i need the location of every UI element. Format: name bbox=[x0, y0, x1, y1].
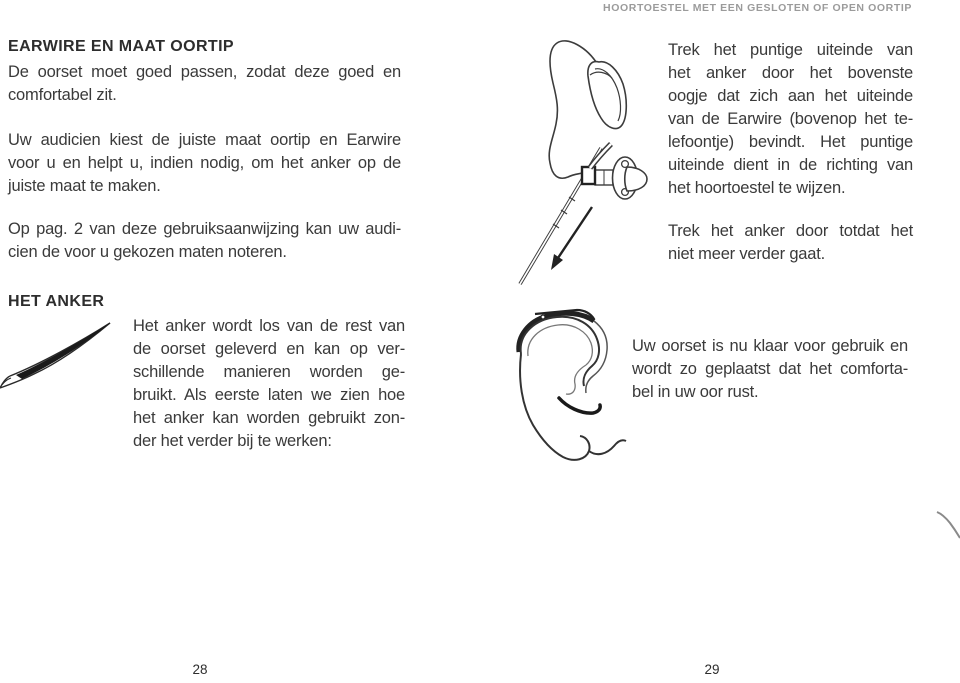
text-line: wordt zo geplaatst dat het comforta- bbox=[632, 360, 908, 378]
paragraph-anker-door-oogje bbox=[668, 39, 913, 200]
text-line: Op pag. 2 van deze gebruiksaanwijzing kan uw audi- bbox=[8, 220, 401, 238]
anchor-illustration bbox=[0, 318, 115, 390]
paragraph-maten-noteren bbox=[8, 218, 401, 264]
text-line: juiste maat te maken. bbox=[8, 177, 161, 195]
text-line: het hoortoestel te wijzen. bbox=[668, 179, 846, 197]
arrow-head-icon bbox=[551, 254, 563, 270]
text-line: het anker door het bovenste bbox=[668, 64, 913, 82]
text-line: bruikt. Als eerste laten we zien hoe bbox=[133, 386, 405, 404]
paragraph-audicien-keuze bbox=[8, 129, 401, 198]
text-line: voor u en helpt u, indien nodig, om het anker op de bbox=[8, 154, 401, 172]
text-line: Uw audicien kiest de juiste maat oortip en Earwire bbox=[8, 131, 401, 149]
section-heading-earwire: EARWIRE EN MAAT OORTIP bbox=[8, 38, 234, 55]
text-line: der het verder bij te werken: bbox=[133, 432, 332, 450]
text-line: bel in uw oor rust. bbox=[632, 383, 759, 401]
paragraph-oorset-klaar bbox=[632, 335, 908, 404]
text-line: oogje dat zich aan het uiteinde bbox=[668, 87, 913, 105]
page-number-left: 28 bbox=[192, 662, 208, 677]
page-edge-mark bbox=[933, 505, 960, 545]
text-line: Het anker wordt los van de rest van bbox=[133, 317, 405, 335]
text-line: de oorset geleverd en kan op ver- bbox=[133, 340, 405, 358]
section-heading-anker: HET ANKER bbox=[8, 293, 105, 310]
text-line: cien de voor u gekozen maten noteren. bbox=[8, 243, 287, 261]
text-line: Trek het anker door totdat het bbox=[668, 222, 913, 240]
paragraph-anker-doortrekken bbox=[668, 220, 913, 266]
paragraph-anker-gebruik bbox=[133, 315, 405, 453]
text-line: comfortabel zit. bbox=[8, 86, 117, 104]
text-line: schillende manieren worden ge- bbox=[133, 363, 405, 381]
hearing-aid-anchor-illustration bbox=[495, 28, 655, 288]
text-line: niet meer verder gaat. bbox=[668, 245, 826, 263]
ear-illustration bbox=[503, 308, 631, 473]
text-line: De oorset moet goed passen, zodat deze goed en bbox=[8, 63, 401, 81]
text-line: van de Earwire (bovenop het te- bbox=[668, 110, 913, 128]
text-line: Uw oorset is nu klaar voor gebruik en bbox=[632, 337, 908, 355]
text-line: Trek het puntige uiteinde van bbox=[668, 41, 913, 59]
running-header: HOORTOESTEL MET EEN GESLOTEN OF OPEN OORTIP bbox=[603, 2, 912, 14]
paragraph-oorset-fit bbox=[8, 61, 401, 107]
page-number-right: 29 bbox=[704, 662, 720, 677]
text-line: uiteinde dient in de richting van bbox=[668, 156, 913, 174]
text-line: lefoontje) bevindt. Het puntige bbox=[668, 133, 913, 151]
text-line: het anker kan worden gebruikt zon- bbox=[133, 409, 405, 427]
